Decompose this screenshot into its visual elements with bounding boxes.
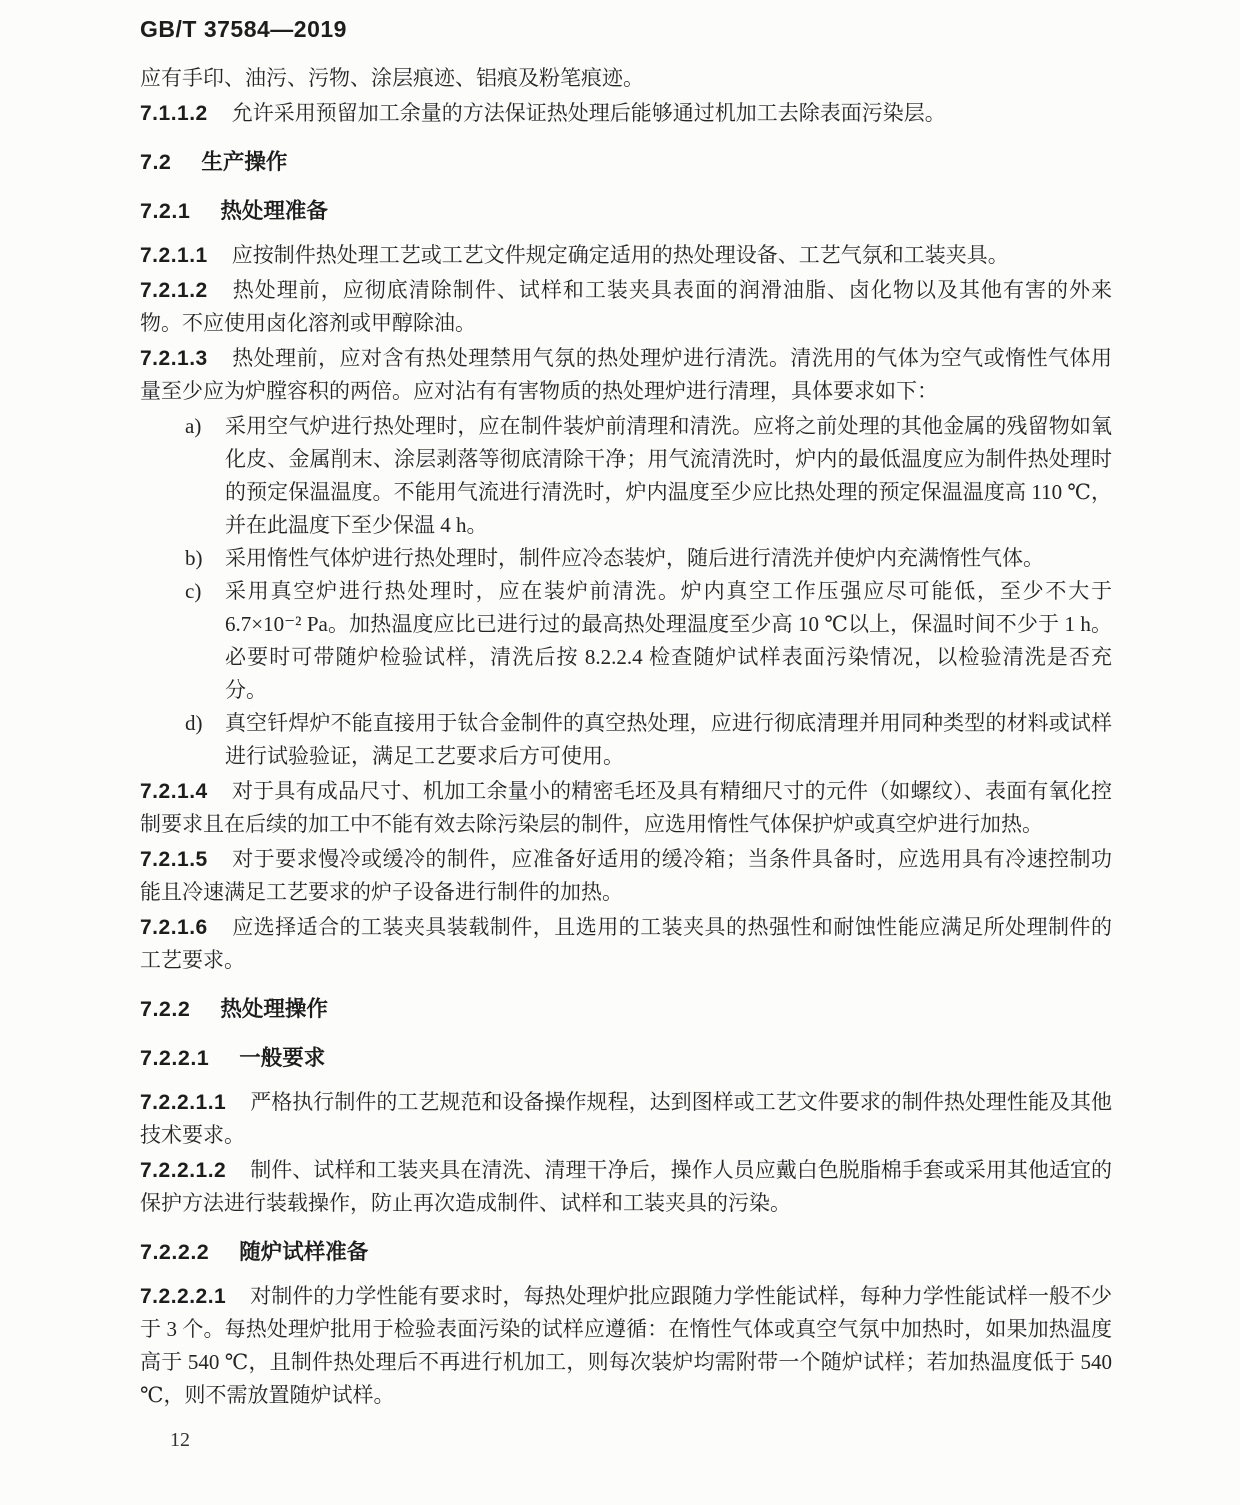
list-item-b — [140, 542, 1112, 575]
list-letter: a) — [185, 414, 202, 438]
section-heading-721 — [140, 195, 1112, 228]
clause-text: 热处理前，应对含有热处理禁用气氛的热处理炉进行清洗。清洗用的气体为空气或惰性气体用量至少应为炉膛容积的两倍。应对沾有有害物质的热处理炉进行清理，具体要求如下： — [140, 346, 1112, 403]
clause-72211 — [140, 1086, 1112, 1152]
heading-title: 热处理操作 — [220, 997, 328, 1021]
clause-number: 7.2.1.2 — [140, 279, 208, 302]
clause-7213 — [140, 342, 1112, 408]
list-text: 采用惰性气体炉进行热处理时，制件应冷态装炉，随后进行清洗并使炉内充满惰性气体。 — [225, 546, 1044, 570]
list-item-c — [140, 575, 1112, 707]
list-letter: b) — [185, 546, 203, 570]
clause-72212 — [140, 1154, 1112, 1220]
clause-7112 — [140, 97, 1112, 130]
heading-title: 随炉试样准备 — [239, 1240, 369, 1264]
section-heading-7221 — [140, 1042, 1112, 1075]
heading-number: 7.2 — [140, 150, 172, 174]
clause-72221 — [140, 1280, 1112, 1412]
heading-number: 7.2.1 — [140, 199, 191, 223]
clause-number: 7.2.2.1.1 — [140, 1091, 227, 1114]
list-text: 采用空气炉进行热处理时，应在制件装炉前清理和清洗。应将之前处理的其他金属的残留物如氧化皮、金属削末、涂层剥落等彻底清除干净；用气流清洗时，炉内的最低温度应为制件热处理时的预定保温温度。不能用气流进行清洗时，炉内温度至少应比热处理的预定保温温度高 110 ℃，并在此温度下至少保温 4 h。 — [225, 414, 1112, 537]
clause-number: 7.2.2.2.1 — [140, 1285, 227, 1308]
clause-text: 制件、试样和工装夹具在清洗、清理干净后，操作人员应戴白色脱脂棉手套或采用其他适宜的保护方法进行装载操作，防止再次造成制件、试样和工装夹具的污染。 — [140, 1158, 1112, 1215]
clause-text: 应按制件热处理工艺或工艺文件规定确定适用的热处理设备、工艺气氛和工装夹具。 — [231, 243, 1009, 267]
clause-7214 — [140, 775, 1112, 841]
clause-7215 — [140, 843, 1112, 909]
list-letter: d) — [185, 711, 203, 735]
page-number: 12 — [170, 1429, 190, 1451]
list-text: 采用真空炉进行热处理时，应在装炉前清洗。炉内真空工作压强应尽可能低，至少不大于 6.7×10⁻² Pa。加热温度应比已进行过的最高热处理温度至少高 10 ℃以上，保温时间不少于 1 h。必要时可带随炉检验试样，清洗后按 8.2.2.4 检查随炉试样表面污染情况，以检验清洗是否充分。 — [225, 579, 1112, 702]
clause-number: 7.2.1.1 — [140, 244, 208, 267]
section-heading-722 — [140, 993, 1112, 1026]
heading-number: 7.2.2 — [140, 997, 191, 1021]
clause-number: 7.2.1.3 — [140, 347, 208, 370]
heading-number: 7.2.2.2 — [140, 1240, 210, 1264]
clause-number: 7.2.1.4 — [140, 780, 208, 803]
list-letter: c) — [185, 579, 202, 603]
clause-text: 对制件的力学性能有要求时，每热处理炉批应跟随力学性能试样，每种力学性能试样一般不少于 3 个。每热处理炉批用于检验表面污染的试样应遵循：在惰性气体或真空气氛中加热时，如果加热温度高于 540 ℃，且制件热处理后不再进行机加工，则每次装炉均需附带一个随炉试样；若加热温度低于 540 ℃，则不需放置随炉试样。 — [140, 1284, 1112, 1407]
clause-number: 7.2.1.5 — [140, 848, 208, 871]
section-heading-72 — [140, 146, 1112, 179]
heading-number: 7.2.2.1 — [140, 1046, 210, 1070]
clause-number: 7.1.1.2 — [140, 102, 208, 125]
heading-title: 生产操作 — [201, 150, 288, 174]
clause-text: 对于要求慢冷或缓冷的制件，应准备好适用的缓冷箱；当条件具备时，应选用具有冷速控制功能且冷速满足工艺要求的炉子设备进行制件的加热。 — [140, 847, 1112, 904]
list-text: 真空钎焊炉不能直接用于钛合金制件的真空热处理，应进行彻底清理并用同种类型的材料或试样进行试验验证，满足工艺要求后方可使用。 — [225, 711, 1112, 768]
list-item-a — [140, 410, 1112, 542]
clause-text: 热处理前，应彻底清除制件、试样和工装夹具表面的润滑油脂、卤化物以及其他有害的外来物。不应使用卤化溶剂或甲醇除油。 — [140, 278, 1112, 335]
clause-7211 — [140, 239, 1112, 272]
list-item-d — [140, 707, 1112, 773]
paragraph-continuation: 应有手印、油污、污物、涂层痕迹、铝痕及粉笔痕迹。 — [140, 66, 644, 90]
heading-title: 热处理准备 — [220, 199, 328, 223]
clause-number: 7.2.2.1.2 — [140, 1159, 227, 1182]
clause-7212 — [140, 274, 1112, 340]
clause-text: 应选择适合的工装夹具装载制件，且选用的工装夹具的热强性和耐蚀性能应满足所处理制件的工艺要求。 — [140, 915, 1112, 972]
clause-text: 对于具有成品尺寸、机加工余量小的精密毛坯及具有精细尺寸的元件（如螺纹）、表面有氧化控制要求且在后续的加工中不能有效去除污染层的制件，应选用惰性气体保护炉或真空炉进行加热。 — [140, 779, 1112, 836]
clause-text: 允许采用预留加工余量的方法保证热处理后能够通过机加工去除表面污染层。 — [231, 101, 946, 125]
heading-title: 一般要求 — [239, 1046, 326, 1070]
clause-number: 7.2.1.6 — [140, 916, 208, 939]
section-heading-7222 — [140, 1236, 1112, 1269]
clause-text: 严格执行制件的工艺规范和设备操作规程，达到图样或工艺文件要求的制件热处理性能及其他技术要求。 — [140, 1090, 1112, 1147]
clause-7216 — [140, 911, 1112, 977]
standard-number-header: GB/T 37584—2019 — [140, 16, 347, 42]
